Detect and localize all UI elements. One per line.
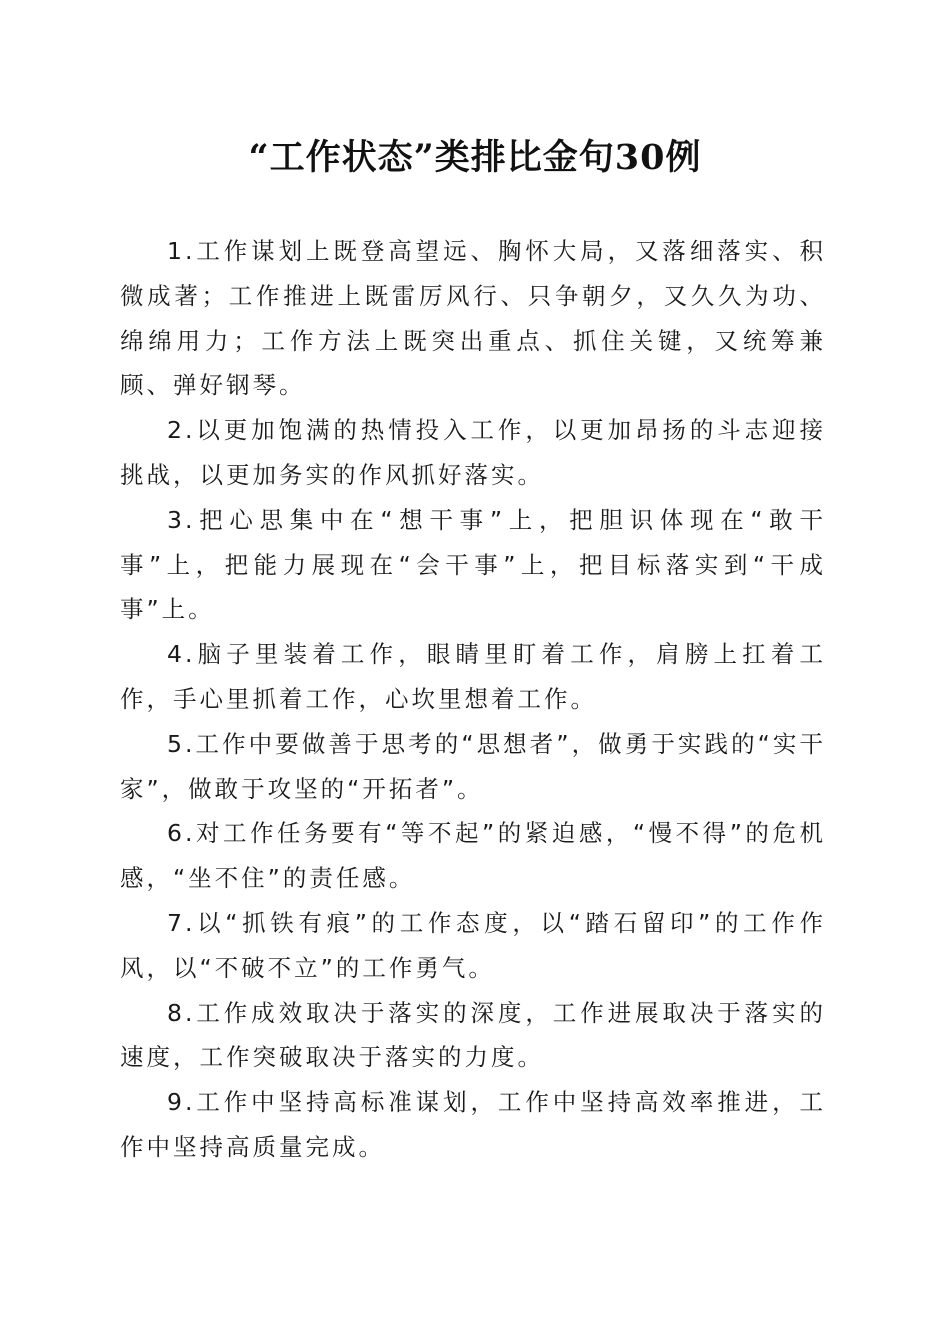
paragraph-3: 3.把心思集中在“想干事”上，把胆识体现在“敢干事”上，把能力展现在“会干事”上，把目标落实到“干成事”上。 xyxy=(120,505,826,624)
paragraph-9: 9.工作中坚持高标准谋划，工作中坚持高效率推进，工作中坚持高质量完成。 xyxy=(120,1088,826,1161)
paragraph-8: 8.工作成效取决于落实的深度，工作进展取决于落实的速度，工作突破取决于落实的力度。 xyxy=(120,998,826,1072)
document-title: “工作状态”类排比金句30例 xyxy=(248,137,702,178)
paragraph-5: 5.工作中要做善于思考的“思想者”，做勇于实践的“实干家”，做敢于攻坚的“开拓者”。 xyxy=(120,729,826,803)
paragraph-2: 2.以更加饱满的热情投入工作，以更加昂扬的斗志迎接挑战，以更加务实的作风抓好落实。 xyxy=(120,416,826,489)
paragraph-7: 7.以“抓铁有痕”的工作态度，以“踏石留印”的工作作风，以“不破不立”的工作勇气。 xyxy=(120,908,826,982)
document-body xyxy=(120,229,826,1170)
paragraph-6: 6.对工作任务要有“等不起”的紧迫感，“慢不得”的危机感，“坐不住”的责任感。 xyxy=(120,819,826,893)
paragraph-1: 1.工作谋划上既登高望远、胸怀大局，又落细落实、积微成著；工作推进上既雷厉风行、只争朝夕，又久久为功、绵绵用力；工作方法上既突出重点、抓住关键，又统筹兼顾、弹好钢琴。 xyxy=(120,237,826,400)
paragraph-4: 4.脑子里装着工作，眼睛里盯着工作，肩膀上扛着工作，手心里抓着工作，心坎里想着工作。 xyxy=(120,640,826,713)
